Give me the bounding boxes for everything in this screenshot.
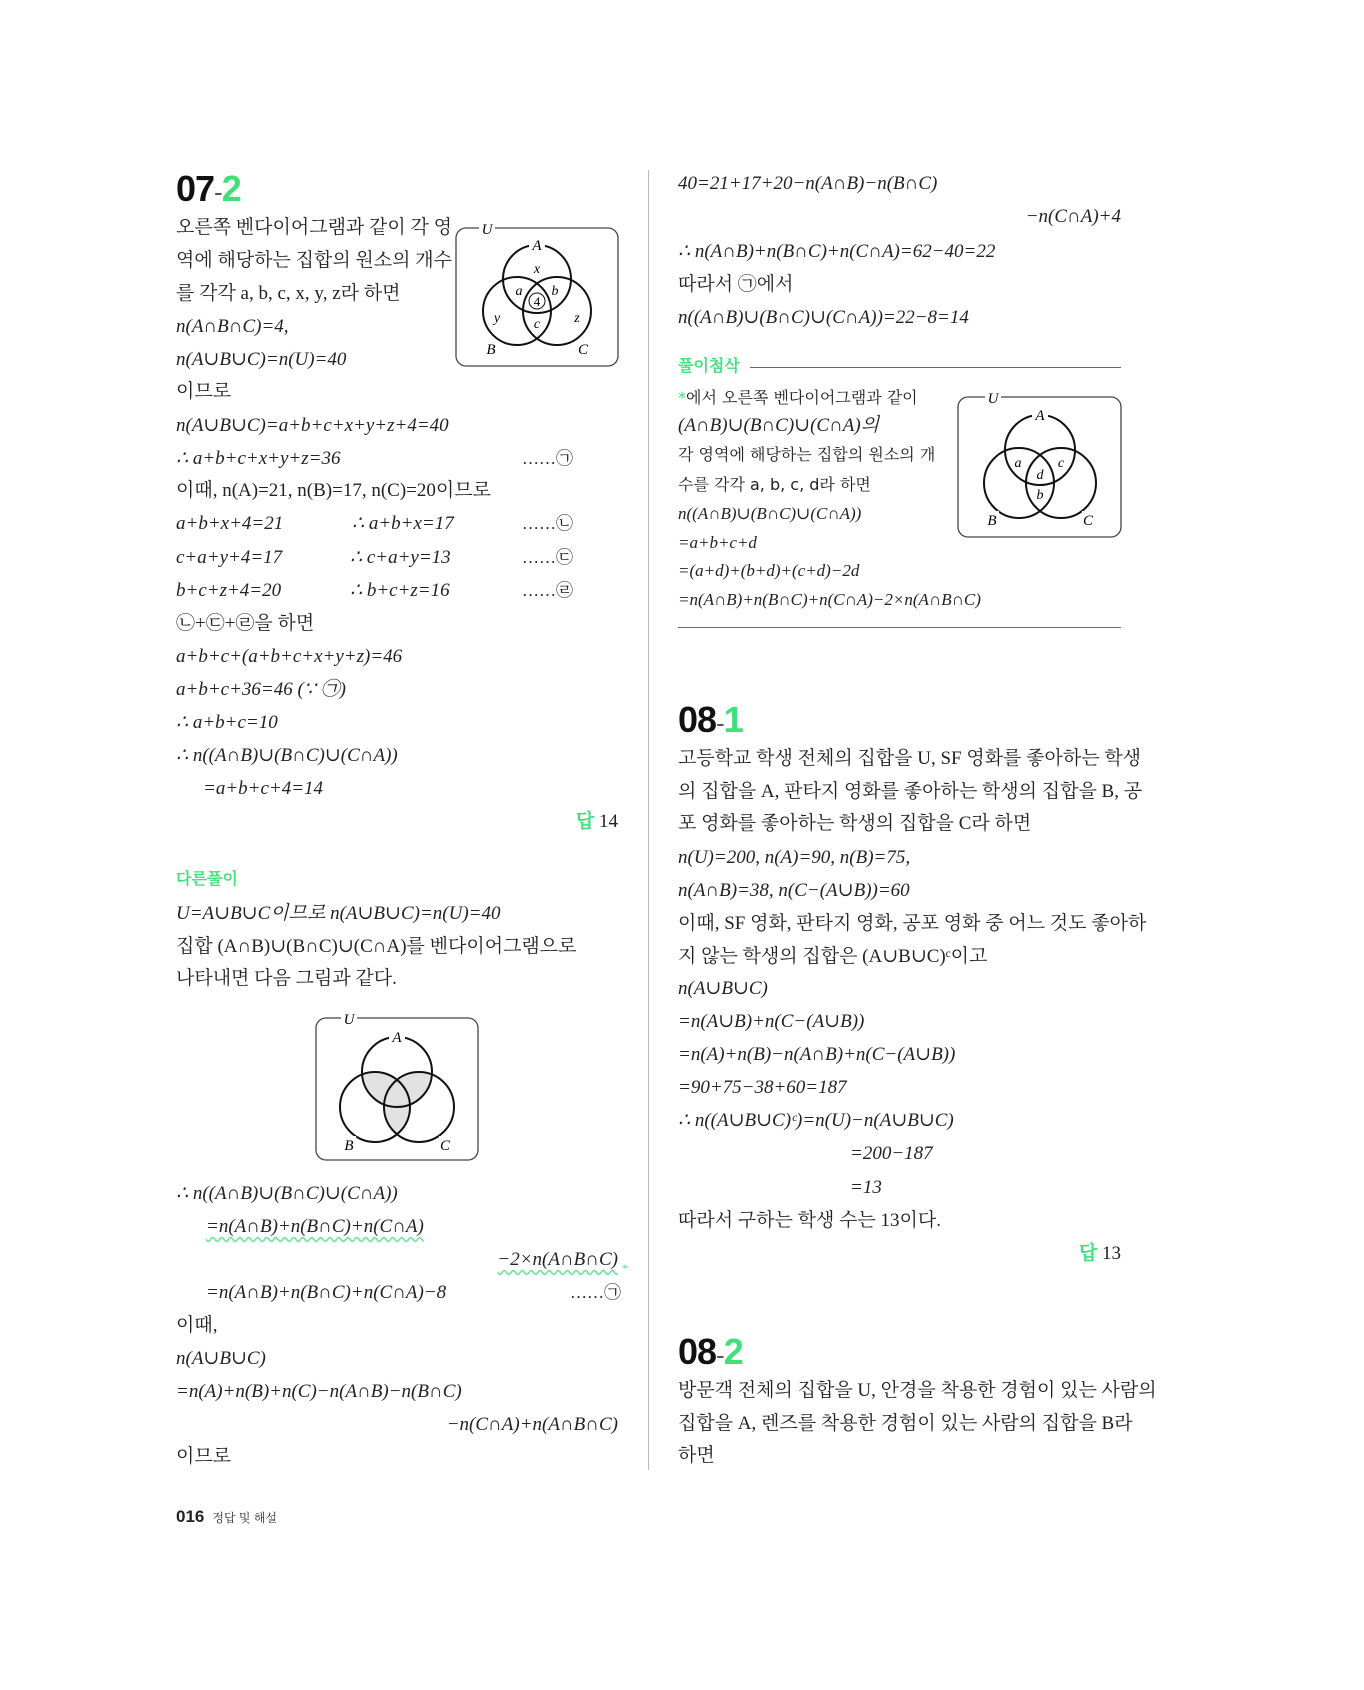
text-line: 집합을 A, 렌즈를 착용한 경험이 있는 사람의 집합을 B라 [678,1413,1133,1434]
math-line: n(A∪B∪C) [678,978,768,999]
venn-label-u: U [343,1012,355,1028]
venn-label-b: B [987,513,997,529]
math-line: ∴ n((A∪B∪C)ᶜ)=n(U)−n(A∪B∪C) [678,1110,954,1131]
equation-marker: ……㉠ [570,1283,621,1302]
highlighted-expression: −2×n(A∩B∩C) [497,1249,618,1270]
heading-subnumber: 2 [723,1331,743,1372]
math-line: n((A∩B)∪(B∩C)∪(C∩A)) [678,504,862,523]
venn-label-c: C [439,1138,451,1154]
venn-label-u: U [481,222,493,238]
problem-heading-08-2 [678,1332,743,1375]
tip-title-rule [750,367,1121,368]
math-line: a+b+x+4=21 [176,513,284,534]
answer-value: 14 [599,811,618,832]
text-line: 지 않는 학생의 집합은 (A∪B∪C)ᶜ이고 [678,946,988,967]
venn-diagram-abcd [957,391,1122,539]
equation-marker: ……㉡ [522,514,573,533]
heading-subnumber: 2 [221,168,241,209]
equation-marker: ……㉣ [522,581,573,600]
region-z: z [574,311,580,326]
problem-heading-07-2 [176,169,241,212]
math-line: a+b+c+36=46 (∵ ㉠) [176,679,346,700]
region-b: b [1036,488,1044,503]
alt-solution-title: 다른풀이 [176,871,238,888]
venn-label-b: B [486,342,496,358]
text-line: 각 영역에 해당하는 집합의 원소의 개 [678,445,936,464]
venn-label-a: A [532,238,542,254]
math-line: ∴ n((A∩B)∪(B∩C)∪(C∩A)) [176,745,398,766]
math-line: =200−187 [850,1143,933,1164]
text-line: 이때, [176,1315,218,1336]
text-line: 하면 [678,1445,715,1466]
text-line: 이때, n(A)=21, n(B)=17, n(C)=20이므로 [176,480,491,501]
region-a: a [1014,456,1022,471]
column-divider [648,170,649,1470]
math-line: ∴ c+a+y=13 [350,547,451,568]
text-line: 수를 각각 a, b, c, d라 하면 [678,475,871,494]
text-line: 의 집합을 A, 판타지 영화를 좋아하는 학생의 집합을 B, 공 [678,781,1143,802]
math-line: −n(C∩A)+n(A∩B∩C) [446,1414,618,1435]
region-d: d [1036,468,1044,483]
math-line: =13 [850,1177,882,1198]
text-line: 나타내면 다음 그림과 같다. [176,968,397,989]
math-line: n(A∪B∪C)=n(U)=40 [176,349,347,370]
tip-text: 에서 오른쪽 벤다이어그램과 같이 [686,388,918,407]
math-line: =a+b+c+d [678,533,757,552]
venn-label-b: B [344,1138,354,1154]
heading-subnumber: 1 [723,699,743,740]
text-line: ㉡+㉢+㉣을 하면 [176,613,315,634]
math-line: −n(C∩A)+4 [1025,206,1121,227]
heading-number: 08 [678,1331,717,1372]
text-line: 집합 (A∩B)∪(B∩C)∪(C∩A)를 벤다이어그램으로 [176,936,577,957]
math-line: n(A∪B∪C)=a+b+c+x+y+z+4=40 [176,415,449,436]
text-line: 이므로 [176,1446,232,1467]
text-line: 역에 해당하는 집합의 원소의 개수 [176,250,452,271]
heading-number: 08 [678,699,717,740]
text-line: 방문객 전체의 집합을 U, 안경을 착용한 경험이 있는 사람의 [678,1380,1157,1401]
text-line: 이므로 [176,381,232,402]
region-c: c [1057,456,1065,471]
region-center: 4 [533,294,541,309]
venn-label-c: C [577,342,589,358]
math-line: ∴ b+c+z=16 [350,580,450,601]
text-line: 오른쪽 벤다이어그램과 같이 각 영 [176,217,452,238]
math-line: ∴ a+b+c+x+y+z=36 [176,448,341,469]
region-y: y [493,311,501,326]
math-line: ∴ n((A∩B)∪(B∩C)∪(C∩A)) [176,1183,398,1204]
math-line: =90+75−38+60=187 [678,1077,847,1098]
math-line: n((A∩B)∪(B∩C)∪(C∩A))=22−8=14 [678,307,969,328]
math-line [497,1248,628,1275]
math-line: ∴ n(A∩B)+n(B∩C)+n(C∩A)=62−40=22 [678,241,996,262]
region-a: a [515,284,523,299]
answer-value: 13 [1102,1243,1121,1264]
text-line: 고등학교 학생 전체의 집합을 U, SF 영화를 좋아하는 학생 [678,748,1142,769]
text-line: 따라서 구하는 학생 수는 13이다. [678,1210,941,1231]
page-number: 016 [176,1507,205,1526]
answer [1079,1242,1121,1266]
math-line: =(a+d)+(b+d)+(c+d)−2d [678,561,860,580]
region-b: b [551,284,559,299]
tip-title: 풀이첨삭 [678,358,740,375]
venn-diagram-xyz [455,222,619,368]
math-line: n(A∩B∩C)=4, [176,316,289,337]
math-line: b+c+z+4=20 [176,580,282,601]
venn-label-a: A [392,1030,402,1046]
text-line: 포 영화를 좋아하는 학생의 집합을 C라 하면 [678,813,1032,834]
math-line [206,1215,424,1239]
heading-dash: - [716,1340,724,1370]
math-line: =n(A∩B)+n(B∩C)+n(C∩A)−2×n(A∩B∩C) [678,590,981,609]
venn-label-c: C [1082,513,1094,529]
star-marker: * [678,388,686,407]
math-line: =n(A)+n(B)+n(C)−n(A∩B)−n(B∩C) [176,1381,462,1402]
tip-bottom-rule [678,627,1121,628]
region-x: x [533,262,541,277]
highlighted-expression: =n(A∩B)+n(B∩C)+n(C∩A) [206,1216,424,1237]
heading-number: 07 [176,168,215,209]
answer-label: 답 [575,811,595,832]
math-line: (A∩B)∪(B∩C)∪(C∩A)의 [678,415,880,436]
math-line: a+b+c+(a+b+c+x+y+z)=46 [176,646,403,667]
math-line: c+a+y+4=17 [176,547,283,568]
math-line: n(U)=200, n(A)=90, n(B)=75, [678,847,911,868]
math-line: n(A∪B∪C) [176,1348,266,1369]
math-line: =n(A)+n(B)−n(A∩B)+n(C−(A∪B)) [678,1044,956,1065]
math-line: =n(A∪B)+n(C−(A∪B)) [678,1011,865,1032]
page-footer [176,1507,277,1527]
region-c: c [533,317,541,332]
math-line: U=A∪B∪C이므로 n(A∪B∪C)=n(U)=40 [176,903,501,924]
venn-label-u: U [987,391,999,407]
text-line: 를 각각 a, b, c, x, y, z라 하면 [176,283,401,304]
footer-title: 정답 및 해설 [212,1511,278,1525]
answer-label: 답 [1078,1243,1098,1264]
math-line: ∴ a+b+c=10 [176,712,278,733]
math-line: n(A∩B)=38, n(C−(A∪B))=60 [678,880,910,901]
math-line: ∴ a+b+x=17 [352,513,454,534]
math-line: =n(A∩B)+n(B∩C)+n(C∩A)−8 [206,1282,447,1303]
venn-diagram-shaded [315,1012,479,1162]
equation-marker: ……㉠ [522,449,573,468]
math-line: =a+b+c+4=14 [203,778,324,799]
text-line: 따라서 ㉠에서 [678,274,794,295]
answer [576,810,618,834]
text-line: 이때, SF 영화, 판타지 영화, 공포 영화 중 어느 것도 좋아하 [678,913,1147,934]
heading-dash: - [214,177,222,207]
venn-label-a: A [1035,408,1045,424]
problem-heading-08-1 [678,700,743,743]
equation-marker: ……㉢ [522,548,573,567]
math-line: 40=21+17+20−n(A∩B)−n(B∩C) [678,173,938,194]
text-line [678,386,918,410]
heading-dash: - [716,708,724,738]
star-marker: * [622,1261,628,1275]
